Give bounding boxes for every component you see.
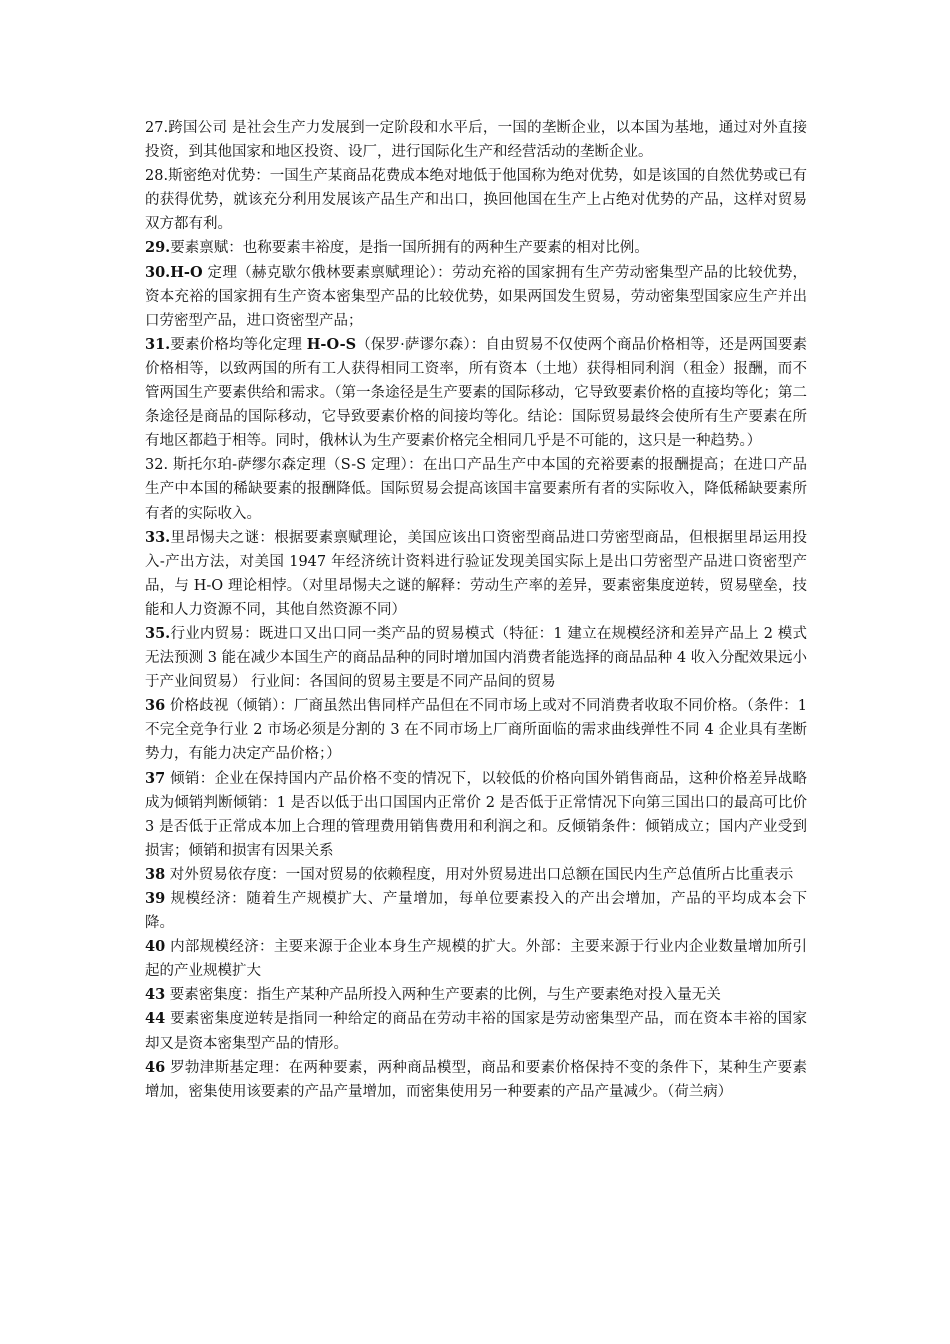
entry-text: （保罗·萨谬尔森）：自由贸易不仅使两个商品价格相等，还是两国要素价格相等，以致两国的所有工人获得相同工资率，所有资本（土地）获得相同利润（租金）报酬，而不管两国生产要素供给和需求。（第一条途径是生产要素的国际移动，它导致要素价格的直接均等化；第二条途径是商品的国际移动，它导致要素价格的间接均等化。结论：国际贸易最终会使所有生产要素在所有地区都趋于相等。同时，俄林认为生产要素价格完全相同几乎是不可能的，这只是一种趋势。） <box>145 336 808 450</box>
entry-term: H-O <box>170 263 203 281</box>
entry-number: 39 <box>145 890 166 907</box>
entry-number: 46 <box>145 1058 166 1076</box>
entry-text: 罗勃津斯基定理：在两种要素，两种商品模型，商品和要素价格保持不变的条件下，某种生产要素增加，密集使用该要素的产品产量增加，而密集使用另一种要素的产品产量减少。（荷兰病） <box>145 1059 807 1100</box>
entry-44 <box>145 1007 807 1055</box>
entry-text: 要素禀赋：也称要素丰裕度，是指一国所拥有的两种生产要素的相对比例。 <box>170 240 649 257</box>
entry-number: 43 <box>145 986 166 1004</box>
entry-lead: 要素价格均等化定理 <box>170 336 307 353</box>
entry-29 <box>145 236 807 260</box>
entry-text: 定理（赫克歇尔俄林要素禀赋理论）：劳动充裕的国家拥有生产劳动密集型产品的比较优势，资本充裕的国家拥有生产资本密集型产品的比较优势，如果两国发生贸易，劳动密集型国家应生产并出口劳密型产品，进口资密型产品； <box>145 264 807 329</box>
entry-36 <box>145 694 807 766</box>
entry-27 <box>145 116 807 164</box>
entry-text: 要素密集度：指生产某种产品所投入两种生产要素的比例，与生产要素绝对投入量无关 <box>165 987 721 1004</box>
entry-number: 30. <box>145 263 171 281</box>
entry-text: 行业内贸易：既进口又出口同一类产品的贸易模式（特征：1 建立在规模经济和差异产品上 2 模式无法预测 3 能在减少本国生产的商品品种的同时增加国内消费者能选择的商品品种 4 收入分配效果远小于产业间贸易） 行业间：各国间的贸易主要是不同产品间的贸易 <box>145 625 807 691</box>
entry-text: 要素密集度逆转是指同一种给定的商品在劳动丰裕的国家是劳动密集型产品，而在资本丰裕的国家却又是资本密集型产品的情形。 <box>145 1011 807 1052</box>
entry-number: 27. <box>145 120 169 136</box>
entry-text: 对外贸易依存度：一国对贸易的依赖程度，用对外贸易进出口总额在国民内生产总值所占比重表示 <box>165 866 794 883</box>
entry-number: 38 <box>145 865 166 883</box>
entry-32 <box>145 453 807 525</box>
entry-number: 36 <box>145 697 166 715</box>
entry-31 <box>145 333 807 453</box>
entry-number: 32. <box>145 457 169 474</box>
entry-term: H-O-S <box>306 335 357 353</box>
entry-40 <box>145 935 807 983</box>
entry-37 <box>145 767 807 863</box>
entry-28 <box>145 164 807 236</box>
entry-46 <box>145 1056 807 1104</box>
entry-number: 33. <box>145 528 171 546</box>
entry-text: 里昂惕夫之谜：根据要素禀赋理论，美国应该出口资密型商品进口劳密型商品，但根据里昂运用投入-产出方法，对美国 1947 年经济统计资料进行验证发现美国实际上是出口劳密型产品进口资密型产品，与 H-O 理论相悖。（对里昂惕夫之谜的解释：劳动生产率的差异，要素密集度逆转，贸易壁垒，技能和人力资源不同，其他自然资源不同） <box>145 529 807 618</box>
entry-text: 斯密绝对优势：一国生产某商品花费成本绝对地低于他国称为绝对优势，如是该国的自然优势或已有的获得优势，就该充分利用发展该产品生产和出口，换回他国在生产上占绝对优势的产品，这样对贸易双方都有利。 <box>145 168 807 233</box>
entry-38 <box>145 863 807 887</box>
entry-39 <box>145 887 807 935</box>
document-body <box>145 116 807 1104</box>
entry-number: 40 <box>145 938 166 956</box>
entry-number: 31. <box>145 335 171 353</box>
entry-33 <box>145 526 807 622</box>
entry-text: 内部规模经济：主要来源于企业本身生产规模的扩大。外部：主要来源于行业内企业数量增加所引起的产业规模扩大 <box>145 939 807 980</box>
entry-number: 35. <box>145 624 171 642</box>
entry-text: 倾销：企业在保持国内产品价格不变的情况下，以较低的价格向国外销售商品，这种价格差异战略成为倾销判断倾销：1 是否以低于出口国国内正常价 2 是否低于正常情况下向第三国出口的最高可比价 3 是否低于正常成本加上合理的管理费用销售费用和利润之和。反倾销条件：倾销成立；国内产业受到损害；倾销和损害有因果关系 <box>145 770 807 859</box>
entry-text: 斯托尔珀-萨缪尔森定理（S-S 定理）：在出口产品生产中本国的充裕要素的报酬提高；在进口产品生产中本国的稀缺要素的报酬降低。国际贸易会提高该国丰富要素所有者的实际收入，降低稀缺要素所有者的实际收入。 <box>145 457 807 522</box>
entry-30 <box>145 261 807 333</box>
entry-text: 跨国公司 是社会生产力发展到一定阶段和水平后，一国的垄断企业，以本国为基地，通过对外直接投资，到其他国家和地区投资、设厂，进行国际化生产和经营活动的垄断企业。 <box>145 120 807 161</box>
entry-35 <box>145 622 807 694</box>
entry-number: 44 <box>145 1010 166 1028</box>
entry-43 <box>145 983 807 1007</box>
entry-text: 规模经济：随着生产规模扩大、产量增加，每单位要素投入的产出会增加，产品的平均成本会下降。 <box>145 891 807 932</box>
entry-number: 37 <box>145 769 166 787</box>
entry-number: 29. <box>145 239 171 257</box>
entry-number: 28. <box>145 168 169 185</box>
entry-text: 价格歧视（倾销）：厂商虽然出售同样产品但在不同市场上或对不同消费者收取不同价格。（条件：1 不完全竞争行业 2 市场必须是分割的 3 在不同市场上厂商所面临的需求曲线弹性不同 4 企业具有垄断势力，有能力决定产品价格；） <box>145 698 807 763</box>
